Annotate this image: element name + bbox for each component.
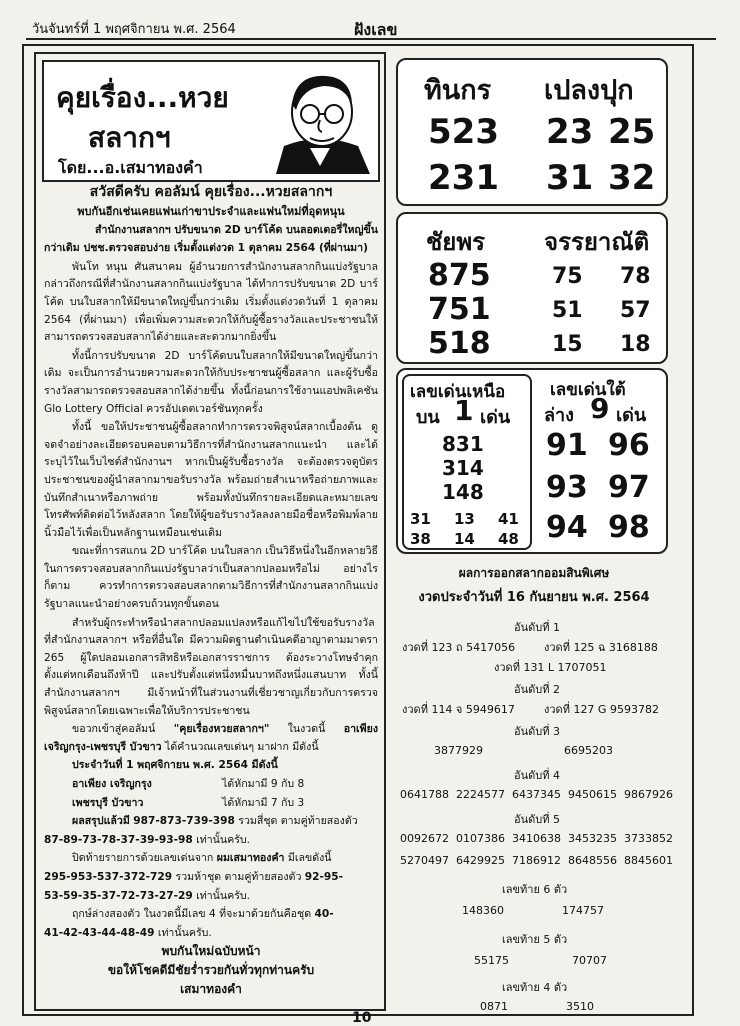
panel2-left-number: 875 (428, 258, 491, 293)
article-paragraph-5: สำหรับผู้กระทำหรือนำสลากปลอมแปลงหรือแก้ไขไปใช้ขอรับรางวัลที่สำนักงานสลากฯ หรือที่อื่นใด มีความผิดฐานดำเนินคดีอาญาตามมาตรา 265 ผู้ใดปลอมเอกสารสิทธิหรือเอกสารราชการ ต้องระวางโทษจำคุกตั้งแต่หกเดือนถึงห้าปี และปรับตั้งแต่หนึ่งหมื่นบาทถึงหนึ่งแสนบาท ทั้งนี้สำนักงานสลากฯ มีเจ้าหน้าที่ในส่วนงานที่เชี่ยวชาญเกี่ยวกับการตรวจพิสูจน์สลากโดยเฉพาะเพื่อให้บริการประชาชน (44, 616, 378, 717)
prize-number: งวดที่ 127 G 9593782 (544, 703, 659, 716)
panel1-right-number: 32 (608, 158, 656, 198)
last-digits-number: 3510 (566, 1000, 594, 1013)
prize-number: 6429925 (456, 854, 505, 867)
savings-lottery-results (394, 564, 686, 1012)
last-digits-label: เลขท้าย 5 ตัว (502, 933, 568, 946)
prize-number: 3733852 (624, 832, 673, 845)
lower-pair: 98 (608, 510, 650, 545)
last-digits-number: 70707 (572, 954, 607, 967)
numbers-column (394, 52, 690, 1012)
prize-number: งวดที่ 125 ฉ 3168188 (544, 641, 658, 654)
panel2-right-number: 78 (620, 264, 651, 289)
upper-pair: 38 (410, 530, 431, 548)
prize-label: อันดับที่ 1 (514, 621, 560, 634)
publication-name: ฝังเลข (354, 20, 398, 39)
results-subtitle: งวดประจำวันที่ 16 กันยายน พ.ศ. 2564 (418, 590, 650, 605)
column-byline: โดย...อ.เสมาทองคำ (58, 158, 203, 177)
summary-two-digit: 87-89-73-78-37-39-93-98 เท่านั้นครับ. (44, 833, 250, 846)
panel1-right-number: 23 (546, 112, 594, 152)
column-title-line2: สลากฯ (88, 121, 171, 154)
caricature-illustration (266, 66, 374, 176)
lower-digit: 9 (590, 392, 610, 425)
panel1-right-number: 31 (546, 158, 594, 198)
upper-pair: 14 (454, 530, 475, 548)
article-lead-1: สำนักงานสลากฯ ปรับขนาด 2D บาร์โค้ด บนลอตเตอรี่ใหญ่ขึ้น (94, 223, 378, 236)
prize-number: 7186912 (512, 854, 561, 867)
lower-pair: 96 (608, 428, 650, 463)
prize-number: 3410638 (512, 832, 561, 845)
article-paragraph-4: ขณะที่การสแกน 2D บาร์โค้ด บนใบสลาก เป็นวิธีหนึ่งในอีกหลายวิธีในการตรวจสอบสลากกินแบ่งรัฐบาลว่าเป็นสลากปลอมหรือไม่ อย่างไรก็ตาม ควรทำการตรวจสอบสลากตามวิธีการที่สำนักงานสลากกินแบ่งรัฐบาลแนะนำอย่างครบถ้วนทุกขั้นตอน (44, 545, 378, 611)
last-digits-number: 148360 (462, 904, 504, 917)
lucky-lower-numbers: 41-42-43-44-48-49 เท่านั้นครับ. (44, 926, 212, 939)
last-digits-number: 174757 (562, 904, 604, 917)
prize-number: 3877929 (434, 744, 483, 757)
panel1-left-number: 523 (428, 112, 499, 152)
author-calc-intro: ปิดท้ายรายการด้วยเลขเด่นจาก ผมเสมาทองคำ มีเลขดังนี้ (72, 852, 332, 865)
panel2-left-label: ชัยพร (426, 228, 486, 256)
panel1-left-label: ทินกร (424, 75, 492, 106)
panel-tinnakorn-pleangpuk (396, 58, 668, 206)
lower-title: เลขเด่นใต้ (550, 380, 626, 400)
panel-chaiyaporn-janyanat (396, 212, 668, 364)
page-header (26, 4, 716, 40)
last-digits-label: เลขท้าย 4 ตัว (502, 981, 568, 994)
author-calc-three-digit: 295-953-537-372-729 รวมห้าชุด ตามคู่ท้ายสองตัว 92-95- (44, 870, 344, 883)
upper-digit: 1 (454, 394, 474, 427)
lucky-lower-intro: ฤกษ์ล่างสองตัว ในงวดนี้มีเลข 4 ที่จะมาด้วยกันคือชุด 40- (72, 908, 334, 921)
last-digits-number: 55175 (474, 954, 509, 967)
prize-label: อันดับที่ 3 (514, 725, 560, 738)
summary-three-digit: ผลสรุปแล้วมี 987-873-739-398 รวมสี่ชุด ตามคู่ท้ายสองตัว (72, 815, 358, 828)
prize-number: 5270497 (400, 854, 449, 867)
draw-line: ประจำวันที่ 1 พฤศจิกายน พ.ศ. 2564 มีดังนี้ (72, 759, 278, 772)
prize-number: 6437345 (512, 788, 561, 801)
panel2-left-number: 751 (428, 292, 491, 327)
person-2-row: เพชรบุรี บัวขาว ได้หักมามี 7 กับ 3 (72, 796, 305, 809)
panel2-right-number: 57 (620, 298, 651, 323)
article-paragraph-2: ทั้งนี้การปรับขนาด 2D บาร์โค้ดบนใบสลากให้มีขนาดใหญ่ขึ้นกว่าเดิม จะเป็นการอำนวยความสะดวกให้กับประชาชนผู้ซื้อสลาก และผู้รับซื้อรางวัลสามารถตรวจสอบสลากได้ง่ายขึ้น ทั้งนี้ก่อนการใช้งานแอปพลิเคชัน Glo Lottery Official ควรอัปเดตเวอร์ชันทุกครั้ง (44, 349, 378, 415)
article-greeting: สวัสดีครับ คอลัมน์ คุยเรื่อง...หวยสลากฯ (89, 184, 333, 200)
panel-highlight-numbers (396, 368, 668, 554)
panel2-left-number: 518 (428, 326, 491, 361)
prize-number: 0641788 (400, 788, 449, 801)
author-calc-two-digit: 53-59-35-37-72-73-27-29 เท่านั้นครับ. (44, 889, 250, 902)
article-body (44, 182, 378, 999)
upper-pair: 31 (410, 510, 431, 528)
panel2-right-number: 51 (552, 298, 583, 323)
panel2-right-number: 75 (552, 264, 583, 289)
upper-pair: 48 (498, 530, 519, 548)
closing-line-2: ขอให้โชคดีมีชัยร่ำรวยกันทั่วทุกท่านครับ (107, 962, 315, 977)
panel1-left-number: 231 (428, 158, 499, 198)
prize-number: งวดที่ 114 จ 5949617 (402, 703, 515, 716)
lower-label-b: เด่น (616, 405, 647, 426)
panel2-right-number: 15 (552, 332, 583, 357)
last-digits-number: 0871 (480, 1000, 508, 1013)
column-title: คุยเรื่อง...หวย (56, 81, 229, 114)
upper-number: 831 (442, 432, 484, 456)
upper-title: เลขเด่นเหนือ (410, 382, 506, 402)
prize-label: อันดับที่ 4 (514, 769, 560, 782)
closing-line-1: พบกันใหม่ฉบับหน้า (161, 944, 261, 959)
prize-number: 9450615 (568, 788, 617, 801)
article-subhead: พบกันอีกเช่นเคยแฟนเก่าขาประจำและแฟนใหม่ที่อุดหนุน (77, 205, 345, 218)
closing-signature: เสมาทองคำ (180, 981, 242, 996)
prize-number: 3453235 (568, 832, 617, 845)
prize-number: 9867926 (624, 788, 673, 801)
prize-number: 8648556 (568, 854, 617, 867)
issue-date: วันจันทร์ที่ 1 พฤศจิกายน พ.ศ. 2564 (32, 22, 236, 37)
article-lead-2: กว่าเดิม ปชช.ตรวจสอบง่าย เริ่มตั้งแต่งวด 1 ตุลาคม 2564 (ที่ผ่านมา) (44, 242, 368, 255)
panel1-right-number: 25 (608, 112, 656, 152)
prize-number: 0107386 (456, 832, 505, 845)
header-rule (26, 38, 716, 40)
upper-pair: 13 (454, 510, 475, 528)
last-digits-label: เลขท้าย 6 ตัว (502, 883, 568, 896)
prize-number: 2224577 (456, 788, 505, 801)
prize-number: งวดที่ 131 L 1707051 (494, 661, 607, 674)
lower-pair: 91 (546, 428, 588, 463)
article-paragraph-1: พันโท หนุน ศันสนาคม ผู้อำนวยการสำนักงานสลากกินแบ่งรัฐบาล กล่าวถึงกรณีที่สำนักงานสลากกินแบ่งรัฐบาล ได้ทำการปรับขนาด 2D บาร์โค้ด บนใบสลากให้มีขนาดใหญ่ขึ้นกว่าเดิม เริ่มตั้งแต่งวดวันที่ 1 ตุลาคม 2564 (ที่ผ่านมา) เพื่อเพิ่มความสะดวกให้กับผู้ซื้อรางวัลและประชาชนให้สามารถตรวจสอบสลากได้ง่ายและสะดวกมากยิ่งขึ้น (44, 260, 378, 344)
article-paragraph-3: ทั้งนี้ ขอให้ประชาชนผู้ซื้อสลากทำการตรวจพิสูจน์สลากเบื้องต้น ดู จดจำอย่างละเอียดรอบคอบตามวิธีการที่สำนักงานสลากแนะนำ และได้ระบุไว้ในเว็บไซต์สำนักงานฯ หากเป็นผู้รับซื้อรางวัล จะต้องตรวจดูบัตรประชาชนของผู้นำสลากมาขอรับรางวัล พร้อมถ่ายสำเนาหรือถ่ายภาพและบันทึกสำเนาหรือภาพถ่าย พร้อมทั้งบันทึกรายละเอียดและหมายเลขโทรศัพท์ติดต่อไว้หลังสลาก โดยให้ผู้ขอรับรางวัลลงลายมือชื่อหรือพิมพ์ลายนิ้วมือไว้เพื่อเป็นหลักฐานเหมือนเช่นเดิม (44, 421, 378, 539)
panel1-right-label: เปลงปุก (544, 75, 634, 106)
lower-label-a: ล่าง (544, 405, 574, 426)
results-title: ผลการออกสลากออมสินพิเศษ (458, 566, 610, 580)
person-1-row: อาเพียง เจริญกรุง ได้หักมามี 9 กับ 8 (72, 778, 305, 790)
prize-label: อันดับที่ 5 (514, 813, 560, 826)
prize-number: 8845601 (624, 854, 673, 867)
prize-number: 6695203 (564, 744, 613, 757)
column-article (34, 52, 386, 1011)
panel2-right-number: 18 (620, 332, 651, 357)
lower-highlight-box (532, 374, 660, 546)
prize-label: อันดับที่ 2 (514, 683, 560, 696)
upper-number: 314 (442, 456, 484, 480)
column-banner (42, 60, 380, 182)
page-number: 10 (352, 1010, 372, 1026)
prize-number: 0092672 (400, 832, 449, 845)
lower-pair: 93 (546, 470, 588, 505)
upper-highlight-box (402, 374, 532, 550)
article-paragraph-6: ขอวกเข้าสู่คอลัมน์ "คุยเรื่องหวยสลากฯ" ในงวดนี้ อาเพียง เจริญกรุง-เพชรบุรี บัวขาว ได้คำนวณเลขเด่นๆ มาฝาก มีดังนี้ (44, 723, 378, 753)
prize-number: งวดที่ 123 ถ 5417056 (402, 641, 516, 654)
upper-label-a: บน (416, 407, 440, 428)
panel2-right-label: จรรยาณัติ (544, 228, 650, 256)
upper-label-b: เด่น (480, 407, 511, 428)
lower-pair: 94 (546, 510, 588, 545)
upper-pair: 41 (498, 510, 519, 528)
lower-pair: 97 (608, 470, 650, 505)
upper-number: 148 (442, 480, 484, 504)
